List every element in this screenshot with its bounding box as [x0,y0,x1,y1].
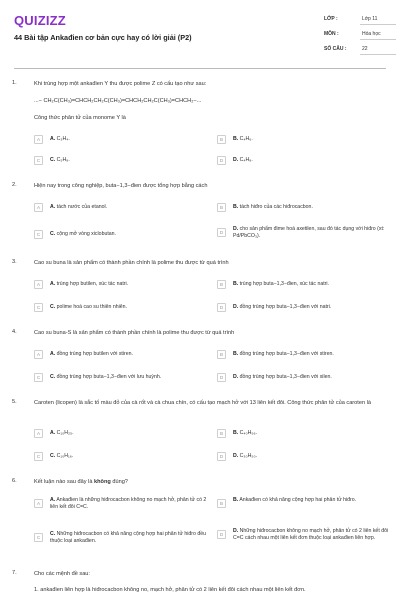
option-c-text: polime hoá cao su thiên nhiên. [56,304,128,311]
option-c-text: Những hiđrocacbon có khả năng cộng hợp hai phân tử hiđro đều thuộc loại ankađien. [50,531,207,544]
option-d-letter: D [217,303,226,312]
header-divider [14,68,386,69]
option-d-text: C₃₀H₅₀. [239,453,258,460]
option-c[interactable]: C C. polime hoá cao su thiên nhiên. [34,303,127,312]
option-a-text: C₃H₄. [56,136,70,143]
option-a-text: Ankađien là những hiđrocacbon không no mạch hở, phân tử có 2 liên kết đôi C=C. [50,497,207,510]
option-b-text: C₄₀H₅₆. [239,430,258,437]
question-text: Cao su buna là sản phẩm có thành phần chính là polime thu được từ quá trình [34,260,229,266]
option-c[interactable]: C C. cộng mở vòng xiclobutan. [34,230,116,239]
question-formula: ...− CH₂C(CH₃)=CHCH₂CH₂C(CH₃)=CHCH₂CH₂C(CH₃)=CHCH₂−... [34,98,202,104]
option-c[interactable]: C C. đồng trùng hợp buta−1,3−đien với lưu huỳnh. [34,373,161,382]
lop-value: Lớp 11 [362,16,378,22]
option-b-letter: B [217,350,226,359]
option-b[interactable]: B B. trùng hợp buta−1,3−đien, xúc tác natri. [217,280,329,289]
option-c-letter: C [34,452,43,461]
document-title: 44 Bài tập Ankađien cơ bản cực hay có lời giải (P2) [14,33,192,42]
option-a[interactable]: A A. tách nước của etanol. [34,203,107,212]
question-number: 1. [12,80,17,86]
option-c-text: cộng mở vòng xiclobutan. [56,231,116,238]
question-number: 4. [12,329,17,335]
option-a-letter: A [34,135,43,144]
option-a-letter: A [34,280,43,289]
option-d[interactable]: D D. đồng trùng hợp buta−1,3−đien với natri. [217,303,331,312]
option-d-letter: D [217,530,226,539]
option-c[interactable]: C C. Những hiđrocacbon có khả năng cộng hợp hai phân tử hiđro đều thuộc loại ankađien. [34,531,214,545]
option-d-text: đồng trùng hợp buta−1,3−đien với xilen. [239,374,332,381]
option-c-text: đồng trùng hợp buta−1,3−đien với lưu huỳnh. [56,374,162,381]
option-b-text: đồng trùng hợp buta−1,3−đien với stiren. [239,351,334,358]
option-a-letter: A [34,203,43,212]
option-b[interactable]: B B. đồng trùng hợp buta−1,3−đien với stiren. [217,350,334,359]
option-d-letter: D [217,452,226,461]
option-d[interactable]: D D. C₃₀H₅₀. [217,452,257,461]
option-b-letter: B [217,280,226,289]
option-d-letter: D [217,156,226,165]
option-c-letter: C [34,533,43,542]
option-a[interactable]: A A. C₃H₄. [34,135,70,144]
option-c-letter: C [34,156,43,165]
option-b-text: Ankađien có khả năng cộng hợp hai phân tử hiđro. [239,497,357,503]
question-number: 3. [12,259,17,265]
option-a-text: trùng hợp butilen, xúc tác natri. [56,281,129,288]
question-number: 6. [12,478,17,484]
question-number: 7. [12,570,17,576]
option-a-text: tách nước của etanol. [56,204,108,211]
option-d[interactable]: D D. Những hiđrocacbon không no mạch hở, phân tử có 2 liên kết đôi C=C cách nhau một liên kết đơn thuộc loại ankađien liên hợp. [217,528,389,542]
option-b-letter: B [217,135,226,144]
quizizz-logo: QUIZIZZ [14,13,66,28]
question-number: 2. [12,182,17,188]
option-d-letter: D [217,373,226,382]
lop-label: LỚP : [324,16,338,22]
option-c-letter: C [34,303,43,312]
option-b[interactable]: B B. C₄H₆. [217,135,253,144]
option-a[interactable]: A A. C₁₀H₂₅. [34,429,74,438]
option-a[interactable]: A A. Ankađien là những hiđrocacbon không no mạch hở, phân tử có 2 liên kết đôi C=C. [34,497,214,511]
option-d[interactable]: D D. cho sản phẩm đime hoá axetilen, sau đó tác dụng với hiđro (xt: Pd/PbCO₃). [217,226,387,240]
option-c[interactable]: C C. C₁₀H₁₆. [34,452,73,461]
option-b[interactable]: B B. C₄₀H₅₆. [217,429,257,438]
option-c-text: C₁₀H₁₆. [56,453,74,460]
option-a-text: đồng trùng hợp butilen với stiren. [56,351,133,358]
option-d-text: cho sản phẩm đime hoá axetilen, sau đó tác dụng với hiđro (xt: Pd/PbCO₃). [233,226,385,239]
option-b[interactable]: B B. Ankađien có khả năng cộng hợp hai phân tử hiđro. [217,497,387,508]
question-text: Khi trùng hợp một ankađien Y thu được polime Z có cấu tạo như sau: [34,81,207,87]
question-number: 5. [12,399,17,405]
option-d[interactable]: D D. C₄H₈. [217,156,253,165]
question-text: Cao su buna-S là sản phẩm có thành phần chính là polime thu được từ quá trình [34,330,235,336]
option-c[interactable]: C C. C₅H₈. [34,156,70,165]
option-b-letter: B [217,429,226,438]
question-text: Caroten (licopen) là sắc tố màu đỏ của cà rốt và cà chua chín, có cấu tạo mạch hở với 13 liên kết đôi. Công thức phân tử của caroten là [34,400,371,406]
option-d[interactable]: D D. đồng trùng hợp buta−1,3−đien với xilen. [217,373,332,382]
question-text: Hiện nay trong công nghiệp, buta−1,3−đien được tổng hợp bằng cách [34,183,208,189]
option-a-text: C₁₀H₂₅. [56,430,74,437]
option-a-letter: A [34,429,43,438]
emphasis-khong: không [94,479,111,485]
option-b-letter: B [217,203,226,212]
option-d-text: C₄H₈. [239,157,253,164]
mon-value: Hóa học [362,31,381,37]
question-text: Kết luận nào sau đây là không đúng? [34,479,128,485]
mon-label: MÔN : [324,31,339,37]
option-b[interactable]: B B. tách hiđro của các hiđrocacbon. [217,203,313,212]
option-b-text: tách hiđro của các hiđrocacbon. [239,204,313,211]
socau-value: 22 [362,46,368,52]
question-subtext: Công thức phân tử của monome Y là [34,115,126,121]
option-d-letter: D [217,228,226,237]
option-a-letter: A [34,350,43,359]
statement-1: 1. ankađien liên hợp là hiđrocacbon không no, mạch hở, phân tử có 2 liên kết đôi cách nhau một liên kết đơn. [34,587,306,593]
option-c-letter: C [34,230,43,239]
option-b-text: C₄H₆. [239,136,253,143]
option-c-letter: C [34,373,43,382]
option-d-text: Những hiđrocacbon không no mạch hở, phân tử có 2 liên kết đôi C=C cách nhau một liên kết đơn thuộc loại ankađien liên hợp. [233,528,389,541]
question-text: Cho các mệnh đề sau: [34,571,90,577]
option-b-text: trùng hợp buta−1,3−đien, xúc tác natri. [239,281,329,288]
option-c-text: C₅H₈. [56,157,70,164]
option-a[interactable]: A A. trùng hợp butilen, xúc tác natri. [34,280,128,289]
option-a-letter: A [34,499,43,508]
option-b-letter: B [217,499,226,508]
option-d-text: đồng trùng hợp buta−1,3−đien với natri. [239,304,332,311]
page-header [0,0,400,68]
socau-label: SỐ CÂU : [324,46,347,52]
option-a[interactable]: A A. đồng trùng hợp butilen với stiren. [34,350,133,359]
